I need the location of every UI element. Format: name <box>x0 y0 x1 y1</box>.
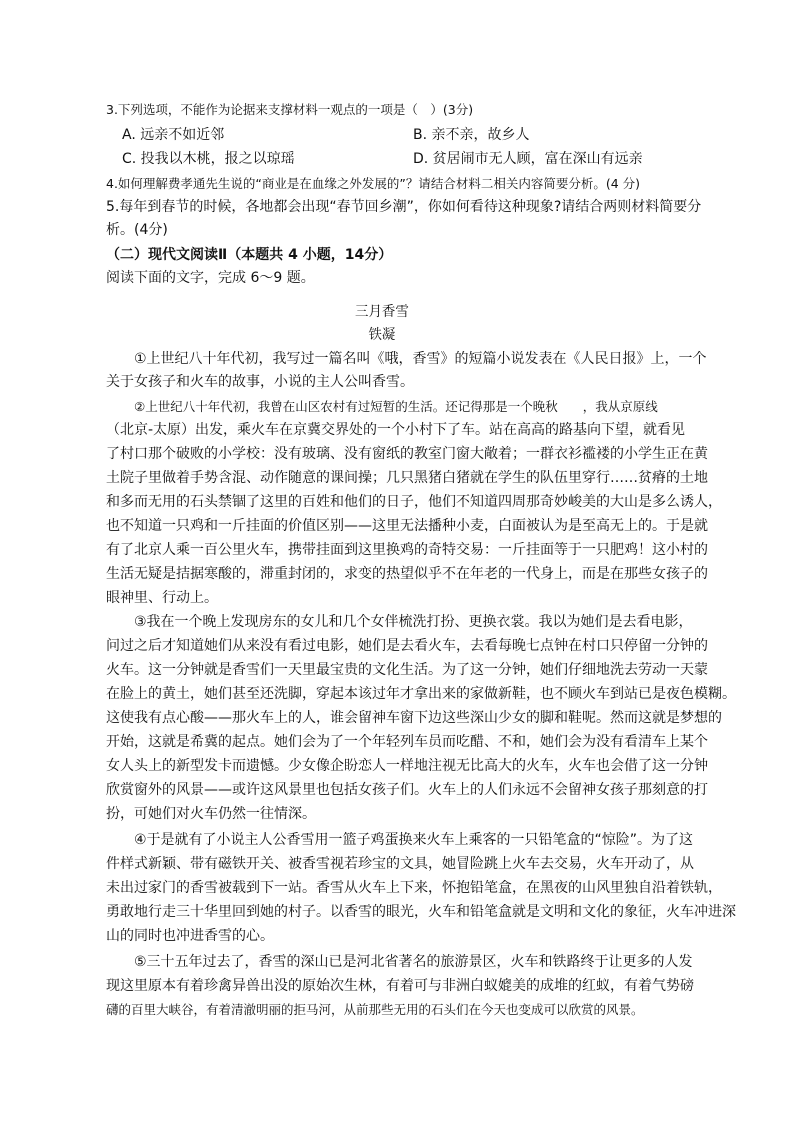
paragraph-3-line: 问过之后才知道她们从来没有看过电影，她们是去看火车，去看每晚七点钟在村口只停留一分钟的 <box>106 638 708 654</box>
paragraph-3-line: 这使我有点心酸——那火车上的人，谁会留神车窗下边这些深山少女的脚和鞋呢。然而这就是梦想的 <box>106 710 722 726</box>
question-4: 4.如何理解费孝通先生说的“商业是在血缘之外发展的”？请结合材料二相关内容简要分析。(4 分) <box>106 176 641 191</box>
option-d: D. 贫居闹市无人顾，富在深山有远亲 <box>413 151 643 167</box>
paragraph-4-line: 未出过家门的香雪被载到下一站。香雪从火车上下来，怀抱铅笔盒，在黑夜的山风里独自沿着铁轨， <box>106 880 722 896</box>
paragraph-2-line: ②上世纪八十年代初，我曾在山区农村有过短暂的生活。还记得那是一个晚秋 ，我从京原线 <box>134 399 658 414</box>
option-b: B. 亲不亲，故乡人 <box>413 127 530 143</box>
paragraph-3-line: 扮，可她们对火车仍然一往情深。 <box>106 806 316 822</box>
paragraph-2-line: 有了北京人乘一百公里火车，携带挂面到这里换鸡的奇特交易：一斤挂面等于一只肥鸡！这小村的 <box>106 542 708 558</box>
paragraph-3-line: ③我在一个晚上发现房东的女儿和几个女伴梳洗打扮、更换衣裳。我以为她们是去看电影， <box>134 614 693 630</box>
paragraph-5-line: 礴的百里大峡谷，有着清澈明丽的拒马河，从前那些无用的石头们在今天也变成可以欣赏的风景。 <box>106 1002 644 1017</box>
paragraph-4-line: 件样式新颖、带有磁铁开关、被香雪视若珍宝的文具，她冒险跳上火车去交易，火车开动了，从 <box>106 856 694 872</box>
paragraph-2-line: 生活无疑是拮据寒酸的，滞重封闭的，求变的热望似乎不在年老的一代身上，而是在那些女孩子的 <box>106 566 708 582</box>
paragraph-2-line: 和多而无用的石头禁锢了这里的百姓和他们的日子，他们不知道四周那奇妙峻美的大山是多么诱人， <box>106 494 722 510</box>
paragraph-3-line: 女人头上的新型发卡而遗憾。少女像企盼恋人一样地注视无比高大的火车，火车也会借了这一分钟 <box>106 758 708 774</box>
paragraph-4-line: 山的同时也冲进香雪的心。 <box>106 928 274 944</box>
paragraph-2-line: 土院子里做着手势含混、动作随意的课间操；几只黑猪白猪就在学生的队伍里穿行……贫瘠的土地 <box>106 470 708 486</box>
paragraph-1-line: 关于女孩子和火车的故事，小说的主人公叫香雪。 <box>106 374 414 390</box>
paragraph-4-line: ④于是就有了小说主人公香雪用一篮子鸡蛋换来火车上乘客的一只铅笔盒的“惊险”。为了这 <box>134 832 694 848</box>
paragraph-2-line: 也不知道一只鸡和一斤挂面的价值区别——这里无法播种小麦，白面被认为是至高无上的。于是就 <box>106 518 708 534</box>
article-title: 三月香雪 <box>354 304 409 320</box>
question-5-line-1: 5.每年到春节的时候，各地都会出现“春节回乡潮”，你如何看待这种现象?请结合两则材料简要分 <box>106 199 702 215</box>
paragraph-5-line: ⑤三十五年过去了，香雪的深山已是河北省著名的旅游景区，火车和铁路终于让更多的人发 <box>134 954 693 970</box>
question-3-stem: 3.下列选项，不能作为论据来支撑材料一观点的一项是（ ）(3分) <box>106 102 474 117</box>
option-c: C. 投我以木桃，报之以琼瑶 <box>122 151 295 167</box>
reading-instruction: 阅读下面的文字，完成 6～9 题。 <box>106 270 315 286</box>
paragraph-2-line: 眼神里、行动上。 <box>106 590 218 606</box>
paragraph-2-line: 了村口那个破败的小学校：没有玻璃、没有窗纸的教室门窗大敞着；一群衣衫褴褛的小学生正在黄 <box>106 446 708 462</box>
article-author: 铁凝 <box>368 327 396 343</box>
paragraph-5-line: 现这里原本有着珍禽异兽出没的原始次生林，有着可与非洲白蚁媲美的成堆的红蚁，有着气势磅 <box>106 978 694 994</box>
paragraph-4-line: 勇敢地行走三十华里回到她的村子。以香雪的眼光，火车和铅笔盒就是文明和文化的象征，火车冲进深 <box>106 904 736 920</box>
question-5-line-2: 析。(4分) <box>106 222 168 238</box>
paragraph-2-line: （北京-太原）出发，乘火车在京冀交界处的一个小村下了车。站在高高的路基向下望，就看见 <box>106 422 686 438</box>
paragraph-3-line: 火车。这一分钟就是香雪们一天里最宝贵的文化生活。为了这一分钟，她们仔细地洗去劳动一天蒙 <box>106 662 708 678</box>
paragraph-1-line: ①上世纪八十年代初，我写过一篇名叫《哦，香雪》的短篇小说发表在《人民日报》上，一个 <box>134 351 707 367</box>
paragraph-3-line: 开始，这就是希冀的起点。她们会为了一个年轻列车员而吃醋、不和，她们会为没有看清车上某个 <box>106 734 708 750</box>
option-a: A. 远亲不如近邻 <box>122 127 225 143</box>
section-header: （二）现代文阅读Ⅱ（本题共 4 小题，14分） <box>106 247 393 263</box>
paragraph-3-line: 在脸上的黄土，她们甚至还洗脚，穿起本该过年才拿出来的家做新鞋，也不顾火车到站已是夜色模糊。 <box>106 686 736 702</box>
paragraph-3-line: 欣赏窗外的风景——或许这风景里也包括女孩子们。火车上的人们永远不会留神女孩子那刻意的打 <box>106 782 708 798</box>
